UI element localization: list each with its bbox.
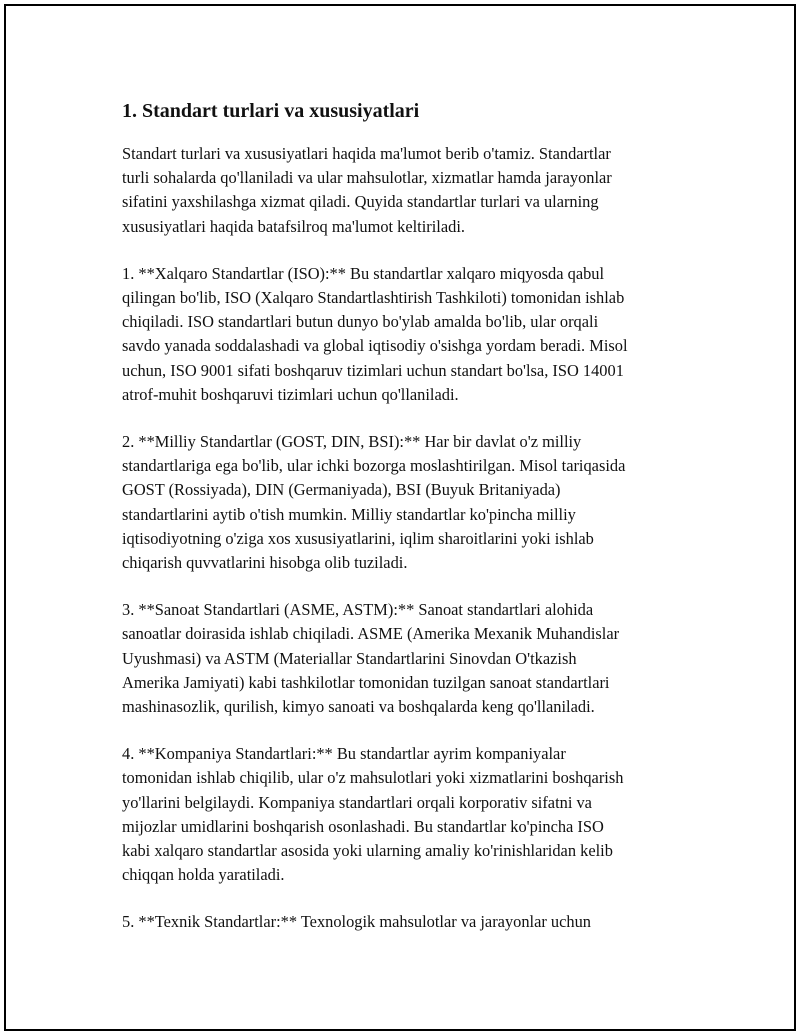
text-line: iqtisodiyotning o'ziga xos xususiyatlarini, iqlim sharoitlarini yoki ishlab: [122, 528, 594, 548]
document-title: 1. Standart turlari va xususiyatlari: [122, 100, 420, 122]
paragraph-sanoat-standartlari: [122, 598, 692, 719]
text-line: chiqqan holda yaratiladi.: [122, 865, 285, 885]
text-line: 5. **Texnik Standartlar:** Texnologik mahsulotlar va jarayonlar uchun: [122, 912, 591, 932]
text-line: kabi xalqaro standartlar asosida yoki ularning amaliy ko'rinishlaridan kelib: [122, 841, 613, 861]
text-line: sifatini yaxshilashga xizmat qiladi. Quyida standartlar turlari va ularning: [122, 192, 599, 212]
text-line: sanoatlar doirasida ishlab chiqiladi. ASME (Amerika Mexanik Muhandislar: [122, 624, 620, 644]
text-line: qilingan bo'lib, ISO (Xalqaro Standartlashtirish Tashkiloti) tomonidan ishlab: [122, 288, 625, 308]
text-line: GOST (Rossiyada), DIN (Germaniyada), BSI (Buyuk Britaniyada): [122, 480, 561, 500]
text-line: 2. **Milliy Standartlar (GOST, DIN, BSI):** Har bir davlat o'z milliy: [122, 432, 582, 452]
text-line: uchun, ISO 9001 sifati boshqaruv tizimlari uchun standart bo'lsa, ISO 14001: [122, 360, 624, 380]
text-line: Standart turlari va xususiyatlari haqida ma'lumot berib o'tamiz. Standartlar: [122, 144, 611, 163]
text-line: mijozlar umidlarini boshqarish osonlashadi. Bu standartlar ko'pincha ISO: [122, 816, 604, 836]
text-line: standartlariga ega bo'lib, ular ichki bozorga moslashtirilgan. Misol tariqasida: [122, 456, 626, 476]
text-line: yo'llarini belgilaydi. Kompaniya standartlari orqali korporativ sifatni va: [122, 792, 592, 812]
page-frame: [4, 4, 796, 1031]
text-line: mashinasozlik, qurilish, kimyo sanoati va boshqalarda keng qo'llaniladi.: [122, 697, 595, 717]
text-line: 3. **Sanoat Standartlari (ASME, ASTM):** Sanoat standartlari alohida: [122, 600, 594, 620]
paragraph-xalqaro-standartlar: [122, 262, 692, 407]
text-line: Amerika Jamiyati) kabi tashkilotlar tomonidan tuzilgan sanoat standartlari: [122, 672, 610, 692]
text-line: 1. **Xalqaro Standartlar (ISO):** Bu standartlar xalqaro miqyosda qabul: [122, 263, 605, 283]
text-line: xususiyatlari haqida batafsilroq ma'lumot keltiriladi.: [122, 216, 465, 236]
paragraph-kompaniya-standartlari: [122, 742, 692, 887]
text-line: chiqarish quvvatlarini hisobga olib tuziladi.: [122, 553, 408, 573]
paragraph-milliy-standartlar: [122, 430, 692, 575]
text-line: standartlarini aytib o'tish mumkin. Milliy standartlar ko'pincha milliy: [122, 504, 576, 524]
text-line: turli sohalarda qo'llaniladi va ular mahsulotlar, xizmatlar hamda jarayonlar: [122, 168, 612, 188]
text-line: savdo yanada soddalashadi va global iqtisodiy o'sishga yordam beradi. Misol: [122, 336, 628, 356]
text-line: atrof-muhit boshqaruvi tizimlari uchun qo'llaniladi.: [122, 384, 459, 404]
text-line: Uyushmasi) va ASTM (Materiallar Standartlarini Sinovdan O'tkazish: [122, 648, 577, 668]
document-body: [122, 98, 692, 958]
paragraph-texnik-standartlar: [122, 910, 692, 934]
intro-paragraph: [122, 142, 692, 239]
text-line: 4. **Kompaniya Standartlari:** Bu standartlar ayrim kompaniyalar: [122, 744, 566, 764]
text-line: tomonidan ishlab chiqilib, ular o'z mahsulotlari yoki xizmatlarini boshqarish: [122, 768, 624, 788]
text-line: chiqiladi. ISO standartlari butun dunyo bo'ylab amalda bo'lib, ular orqali: [122, 312, 599, 332]
